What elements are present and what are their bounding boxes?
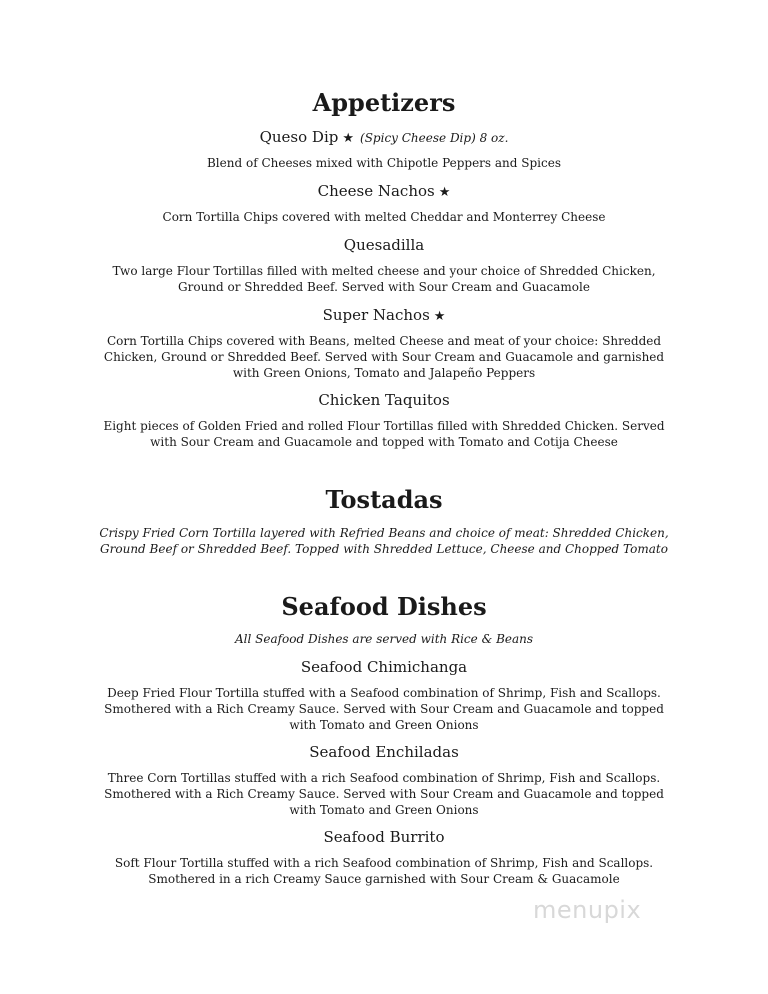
item-title-cheese-nachos bbox=[0, 181, 768, 203]
item-desc-queso-dip: Blend of Cheeses mixed with Chipotle Peppers and Spices bbox=[206, 156, 561, 170]
item-title-super-nachos bbox=[0, 305, 768, 327]
item-desc-chicken-taquitos: Eight pieces of Golden Fried and rolled Flour Tortillas filled with Shredded Chicken. Served with Sour Cream and Guacamole and topped with Tomato and Cotija Cheese bbox=[103, 419, 665, 449]
item-name: Queso Dip bbox=[259, 128, 339, 146]
item-desc-super-nachos: Corn Tortilla Chips covered with Beans, melted Cheese and meat of your choice: Shredded Chicken, Ground or Shredded Beef. Served with Sour Cream and Guacamole and garnished with Green Onions, Tomato and Jalapeño Peppers bbox=[103, 334, 665, 380]
item-desc-quesadilla: Two large Flour Tortillas filled with melted cheese and your choice of Shredded Chicken, Ground or Shredded Beef. Served with Sour Cream and Guacamole bbox=[112, 264, 656, 294]
item-name: Chicken Taquitos bbox=[318, 391, 450, 409]
item-name: Super Nachos bbox=[322, 306, 430, 324]
item-desc-seafood-burrito: Soft Flour Tortilla stuffed with a rich Seafood combination of Shrimp, Fish and Scallops. Smothered in a rich Creamy Sauce garnished with Sour Cream & Guacamole bbox=[114, 856, 654, 886]
star-icon: ★ bbox=[438, 185, 451, 200]
item-title-quesadilla bbox=[0, 235, 768, 255]
item-name: Seafood Enchiladas bbox=[309, 743, 459, 761]
item-note: (Spicy Cheese Dip) 8 oz. bbox=[360, 131, 509, 145]
item-desc-seafood-enchiladas: Three Corn Tortillas stuffed with a rich Seafood combination of Shrimp, Fish and Scallops. Smothered with a Rich Creamy Sauce. Served with Sour Cream and Guacamole and topped with Tomato and Green Onions bbox=[104, 771, 664, 817]
section-title-appetizers: Appetizers bbox=[312, 88, 456, 117]
item-name: Cheese Nachos bbox=[317, 182, 435, 200]
item-title-seafood-chimichanga bbox=[0, 657, 768, 677]
item-name: Seafood Chimichanga bbox=[300, 658, 468, 676]
section-title-tostadas: Tostadas bbox=[325, 485, 443, 514]
item-title-queso-dip bbox=[0, 127, 768, 149]
seafood-subtitle: All Seafood Dishes are served with Rice & Beans bbox=[234, 632, 534, 646]
section-title-seafood: Seafood Dishes bbox=[281, 592, 487, 621]
item-desc-seafood-chimichanga: Deep Fried Flour Tortilla stuffed with a Seafood combination of Shrimp, Fish and Scallops. Smothered with a Rich Creamy Sauce. Served with Sour Cream and Guacamole and topped with Tomato and Green Onions bbox=[104, 686, 664, 732]
item-desc-cheese-nachos: Corn Tortilla Chips covered with melted Cheddar and Monterrey Cheese bbox=[162, 210, 606, 224]
item-title-chicken-taquitos bbox=[0, 390, 768, 410]
item-title-seafood-enchiladas bbox=[0, 742, 768, 762]
item-name: Seafood Burrito bbox=[323, 828, 445, 846]
star-icon: ★ bbox=[433, 309, 446, 324]
star-icon: ★ bbox=[342, 131, 355, 146]
tostadas-desc: Crispy Fried Corn Tortilla layered with Refried Beans and choice of meat: Shredded Chicken, Ground Beef or Shredded Beef. Topped with Shredded Lettuce, Cheese and Chopped Tomato bbox=[99, 526, 669, 556]
item-name: Quesadilla bbox=[343, 236, 425, 254]
menupix-watermark: menupix bbox=[533, 896, 642, 924]
item-title-seafood-burrito bbox=[0, 827, 768, 847]
